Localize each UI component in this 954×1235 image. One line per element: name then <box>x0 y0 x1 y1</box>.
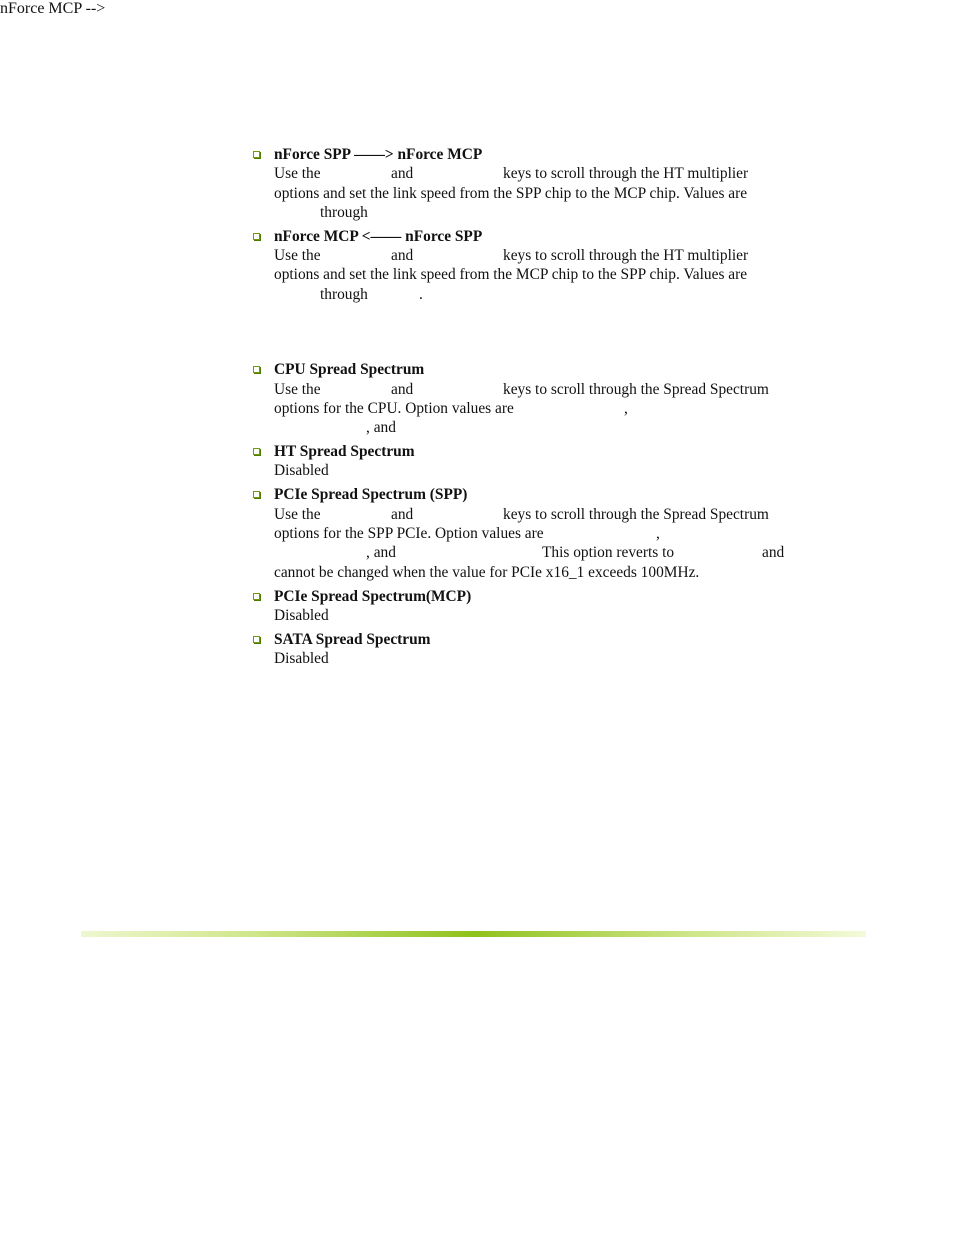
footer-divider <box>81 931 866 937</box>
body-text: Use the <box>274 247 321 264</box>
item-heading: PCIe Spread Spectrum (SPP) <box>274 486 468 503</box>
bullet-icon <box>253 636 260 643</box>
body-text: and <box>391 165 414 182</box>
body-text: and <box>391 506 414 523</box>
item-heading: CPU Spread Spectrum <box>274 361 425 378</box>
bullet-icon <box>253 366 260 373</box>
item-heading: SATA Spread Spectrum <box>274 631 431 648</box>
body-text: keys to scroll through the Spread Spectrum <box>503 381 769 398</box>
bullet-icon <box>253 491 260 498</box>
item-value: Disabled <box>274 462 329 479</box>
manual-page: nForce MCP --> nForce SPP ——> nForce MCP Use the and keys to scroll through the HT multiplier options and set the link speed from the SPP chip to the MCP chip. Values are through nForce MCP <—— nForce SPP Use the and keys to scroll through the HT multiplier options and set the link speed from the MCP chip to the SPP chip. Values are through . CPU Spread Spectrum Use the and keys to scroll through the Spread Spectrum options for the CPU. Option values are , , and HT Spread Spectrum Disabled PCIe Spread Spectrum (SPP) Use the and keys to scroll through the Spread Spectrum options for the SPP PCIe. Option values are , , and This option reverts to and cannot be changed when the value for PCIe x16_1 exceeds 100MHz. PCIe Spread Spectrum(MCP) Disabled SATA Spread Spectrum Disabled <box>0 0 954 1235</box>
body-text: keys to scroll through the HT multiplier <box>503 247 749 264</box>
bullet-icon <box>253 151 260 158</box>
body-text: options for the SPP PCIe. Option values are <box>274 525 544 542</box>
bullet-icon <box>253 448 260 455</box>
body-text: options and set the link speed from the MCP chip to the SPP chip. Values are <box>274 266 748 283</box>
item-value: Disabled <box>274 607 329 624</box>
body-text: This option reverts to <box>542 544 675 561</box>
body-text: , and <box>366 419 396 436</box>
body-text: keys to scroll through the Spread Spectrum <box>503 506 769 523</box>
body-text: , and <box>366 544 396 561</box>
bullet-icon <box>253 233 260 240</box>
body-text: through <box>320 204 368 221</box>
body-text: . <box>419 286 423 303</box>
body-text: and <box>762 544 785 561</box>
bullet-icon <box>253 593 260 600</box>
body-text: options and set the link speed from the SPP chip to the MCP chip. Values are <box>274 185 748 202</box>
body-text: through <box>320 286 368 303</box>
item-heading: nForce SPP ——> nForce MCP <box>274 146 483 163</box>
body-text: , <box>624 400 628 417</box>
item-heading: nForce MCP <—— nForce SPP <box>274 228 483 245</box>
body-text: options for the CPU. Option values are <box>274 400 514 417</box>
item-heading: HT Spread Spectrum <box>274 443 415 460</box>
body-text: and <box>391 381 414 398</box>
item-heading: PCIe Spread Spectrum(MCP) <box>274 588 472 605</box>
body-text: Use the <box>274 381 321 398</box>
body-text: Use the <box>274 165 321 182</box>
body-text: keys to scroll through the HT multiplier <box>503 165 749 182</box>
item-value: Disabled <box>274 650 329 667</box>
body-text: and <box>391 247 414 264</box>
body-text: cannot be changed when the value for PCIe x16_1 exceeds 100MHz. <box>274 564 700 581</box>
body-text: , <box>656 525 660 542</box>
body-text: Use the <box>274 506 321 523</box>
